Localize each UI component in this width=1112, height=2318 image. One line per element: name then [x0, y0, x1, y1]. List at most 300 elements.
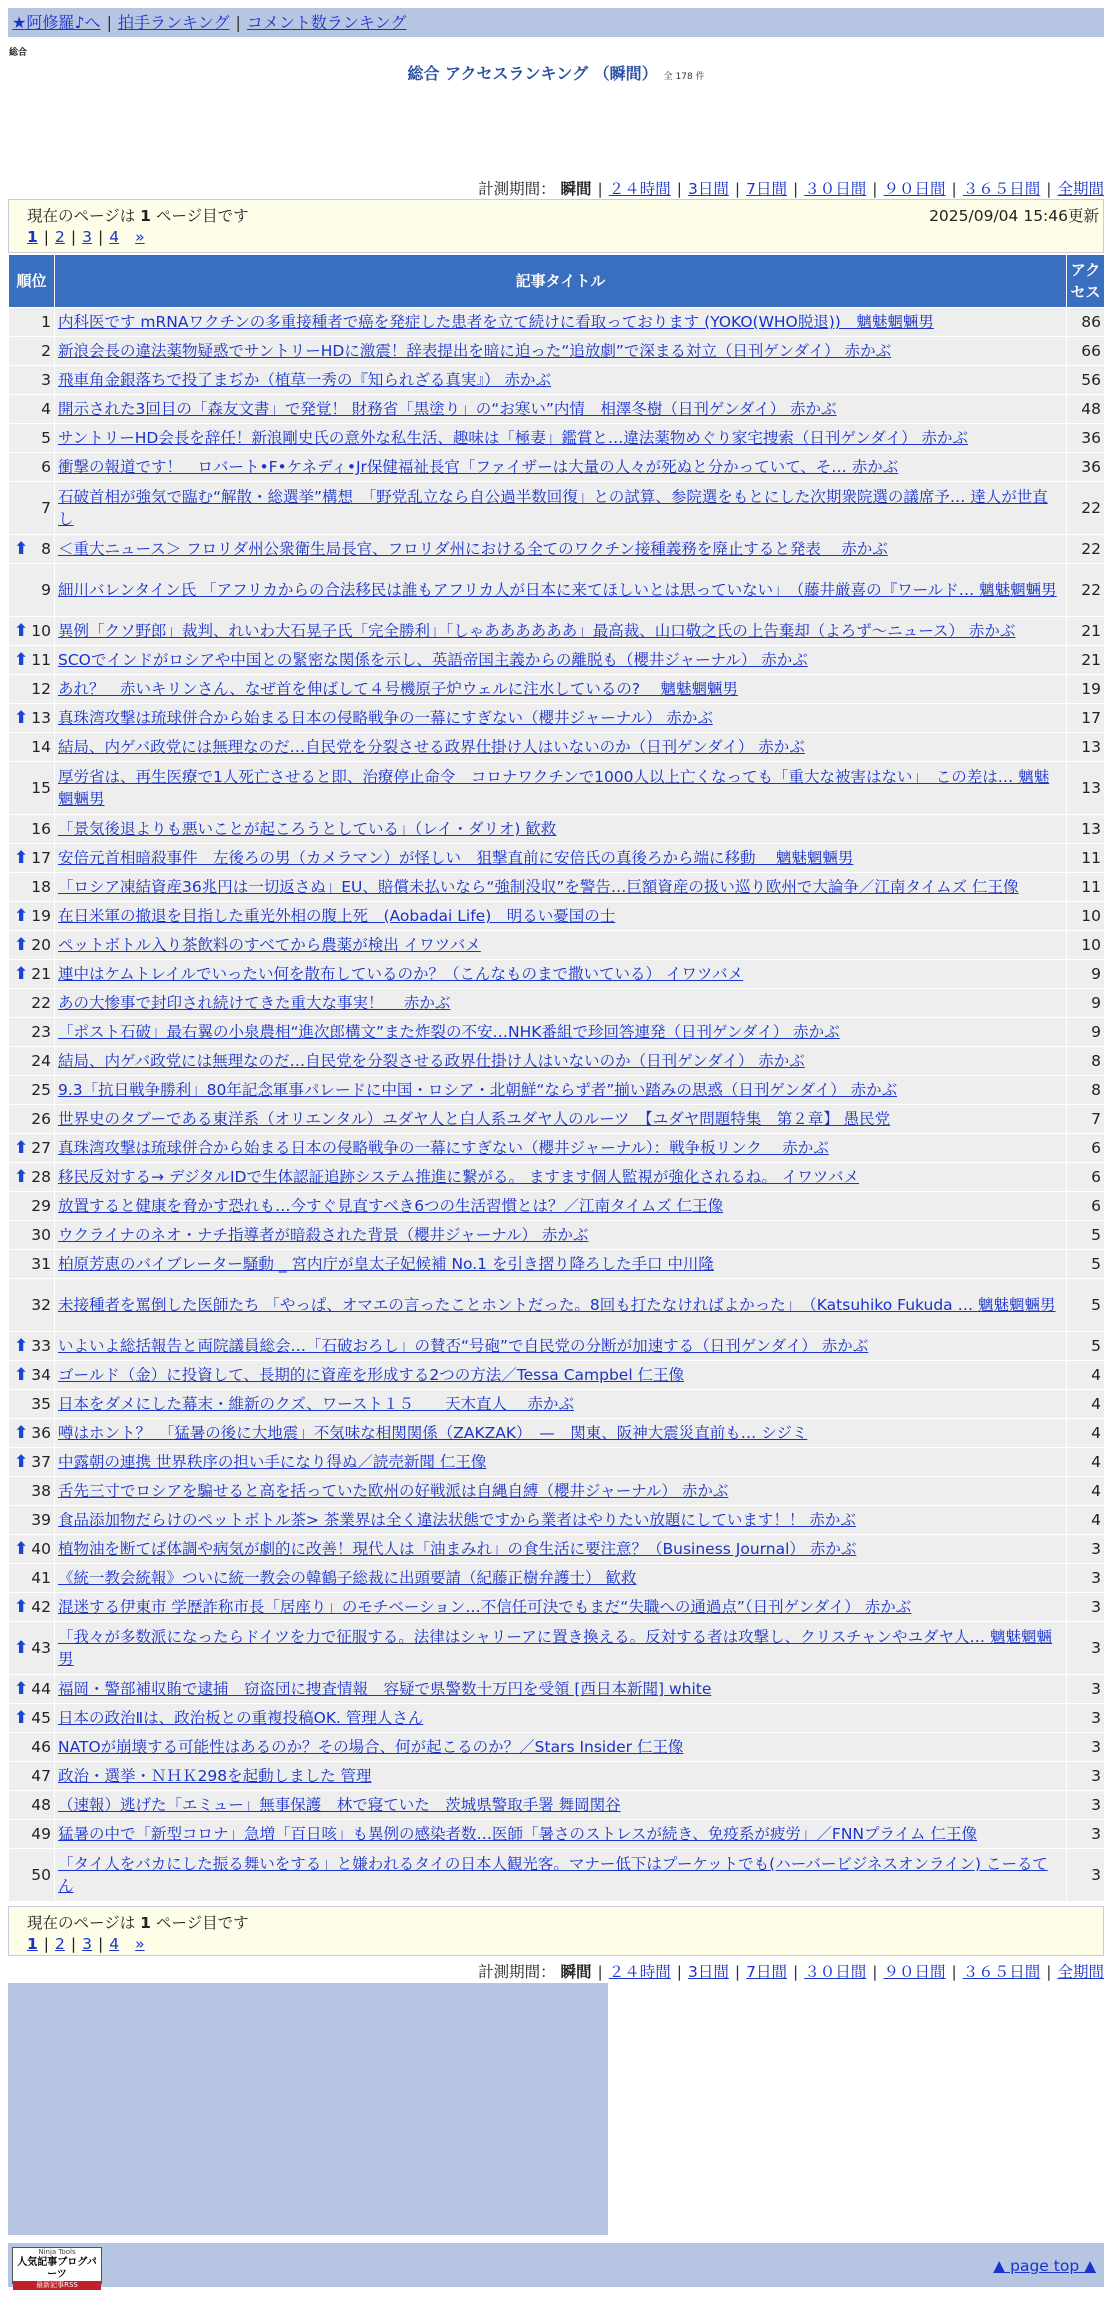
- article-title-link[interactable]: ゴールド（金）に投資して、長期的に資産を形成する2つの方法／Tessa Campbel 仁王像: [58, 1366, 685, 1384]
- title-cell: [55, 646, 1067, 675]
- access-count: 4: [1067, 1390, 1105, 1419]
- access-count: 8: [1067, 1076, 1105, 1105]
- period-current: 瞬間: [560, 1963, 592, 1981]
- article-title-link[interactable]: 《統一教会統報》ついに統一教会の韓鶴子総裁に出頭要請（紀藤正樹弁護士） 歓救: [58, 1569, 637, 1587]
- access-count: 11: [1067, 873, 1105, 902]
- table-row: [9, 1332, 1105, 1361]
- page-link-2[interactable]: 2: [55, 1935, 65, 1953]
- rank-cell: [9, 395, 55, 424]
- access-count: 36: [1067, 424, 1105, 453]
- table-row: [9, 1675, 1105, 1704]
- table-row: [9, 1506, 1105, 1535]
- article-title-link[interactable]: 衝撃の報道です！ ロバート•F•ケネディ•Jr保健福祉長官「ファイザーは大量の人々が死ぬと分かっていて、そ… 赤かぶ: [58, 458, 899, 476]
- table-row: [9, 989, 1105, 1018]
- table-row: [9, 1361, 1105, 1390]
- rank-cell: [9, 1250, 55, 1279]
- title-cell: [55, 1791, 1067, 1820]
- category-tag: 総合: [9, 48, 28, 58]
- title-cell: [55, 1134, 1067, 1163]
- ranking-body: [9, 308, 1105, 1902]
- total-count: 全 178 件: [663, 72, 705, 82]
- table-row: [9, 617, 1105, 646]
- rank-number: 8: [41, 540, 51, 558]
- table-row: [9, 1564, 1105, 1593]
- article-title-link[interactable]: 「ロシア凍結資産36兆円は一切返さぬ」EU、賠償未払いなら“強制没収”を警告…巨額資産の扱い巡り欧州で大論争／江南タイムズ 仁王像: [58, 878, 1019, 896]
- access-count: 3: [1067, 1849, 1105, 1902]
- rank-number: 41: [31, 1569, 51, 1587]
- period-separator: |: [872, 1963, 878, 1981]
- article-title-link[interactable]: 新浪会長の違法薬物疑惑でサントリーHDに激震！辞表提出を暗に迫った“追放劇”で深まる対立（日刊ゲンダイ） 赤かぶ: [58, 342, 892, 360]
- rank-cell: [9, 1733, 55, 1762]
- page-link-1[interactable]: 1: [27, 1935, 38, 1953]
- title-cell: [55, 1762, 1067, 1791]
- period-separator: |: [734, 1963, 741, 1981]
- rank-number: 48: [31, 1796, 51, 1814]
- table-row: [9, 1134, 1105, 1163]
- rank-up-arrow-icon: ⬆: [14, 621, 29, 641]
- rank-number: 16: [31, 820, 51, 838]
- rank-cell: [9, 1564, 55, 1593]
- article-title-link[interactable]: 食品添加物だらけのペットボトル茶> 茶業界は全く違法状態ですから業者はやりたい放題にしています！！ 赤かぶ: [58, 1511, 856, 1529]
- ranking-header-row: [9, 255, 1105, 308]
- rank-number: 10: [31, 622, 51, 640]
- article-title-link[interactable]: 結局、内ゲバ政党には無理なのだ…自民党を分裂させる政界仕掛け人はいないのか（日刊ゲンダイ） 赤かぶ: [58, 1052, 805, 1070]
- title-cell: [55, 1192, 1067, 1221]
- rank-number: 17: [31, 849, 51, 867]
- table-row: [9, 482, 1105, 535]
- rank-cell: [9, 733, 55, 762]
- table-row: [9, 337, 1105, 366]
- rank-cell: [9, 1332, 55, 1361]
- rank-up-arrow-icon: ⬆: [14, 848, 29, 868]
- rank-cell: [9, 1192, 55, 1221]
- access-count: 6: [1067, 1192, 1105, 1221]
- article-title-link[interactable]: 真珠湾攻撃は琉球併合から始まる日本の侵略戦争の一幕にすぎない（櫻井ジャーナル） 赤かぶ: [58, 709, 713, 727]
- article-title-link[interactable]: 福岡・警部補収賄で逮捕 窃盗団に捜査情報 容疑で県警数十万円を受領 [西日本新聞] white: [58, 1680, 712, 1698]
- title-cell: [55, 1361, 1067, 1390]
- period-separator: |: [951, 1963, 957, 1981]
- table-row: [9, 1250, 1105, 1279]
- rank-number: 15: [31, 779, 51, 797]
- access-count: 5: [1067, 1250, 1105, 1279]
- period-link-all[interactable]: 全期間: [1057, 1963, 1104, 1981]
- table-row: [9, 1477, 1105, 1506]
- article-title-link[interactable]: 混迷する伊東市 学歴詐称市長「居座り」のモチベーション…不信任可決でもまだ“失職への通過点”（日刊ゲンダイ） 赤かぶ: [58, 1598, 912, 1616]
- article-title-link[interactable]: 結局、内ゲバ政党には無理なのだ…自民党を分裂させる政界仕掛け人はいないのか（日刊ゲンダイ） 赤かぶ: [58, 738, 805, 756]
- ninja-tools-logo[interactable]: [12, 2247, 102, 2289]
- access-count: 3: [1067, 1593, 1105, 1622]
- logo-line-2: 人気記事ブログパーツ: [17, 2257, 97, 2280]
- rank-cell: [9, 1076, 55, 1105]
- article-title-link[interactable]: 移民反対する→ デジタルIDで生体認証追跡システム推進に繋がる。 ますます個人監視が強化されるね。 イワツバメ: [58, 1168, 859, 1186]
- rank-cell: [9, 704, 55, 733]
- rank-cell: [9, 960, 55, 989]
- rank-up-arrow-icon: ⬆: [14, 539, 29, 559]
- access-count: 6: [1067, 1134, 1105, 1163]
- article-title-link[interactable]: 真珠湾攻撃は琉球併合から始まる日本の侵略戦争の一幕にすぎない（櫻井ジャーナル）：戦争板リンク 赤かぶ: [58, 1139, 829, 1157]
- article-title-link[interactable]: 開示された3回目の「森友文書」で発覚！ 財務省「黒塗り」の“お寒い”内情 相澤冬樹（日刊ゲンダイ） 赤かぶ: [58, 400, 837, 418]
- rank-cell: [9, 762, 55, 815]
- access-count: 3: [1067, 1733, 1105, 1762]
- title-cell: [55, 1279, 1067, 1332]
- comment-ranking-link[interactable]: コメント数ランキング: [246, 13, 407, 32]
- article-title-link[interactable]: （速報）逃げた「エミュー」無事保護 林で寝ていた 茨城県警取手署 舞岡関谷: [58, 1796, 621, 1814]
- rank-cell: [9, 1477, 55, 1506]
- period-link-24h[interactable]: ２４時間: [608, 180, 671, 198]
- rank-up-arrow-icon: ⬆: [14, 964, 29, 984]
- article-title-link[interactable]: 放置すると健康を脅かす恐れも…今すぐ見直すべき6つの生活習慣とは？／江南タイムズ 仁王像: [58, 1197, 724, 1215]
- access-count: 3: [1067, 1564, 1105, 1593]
- page-link-3[interactable]: 3: [82, 228, 93, 246]
- access-count: 21: [1067, 617, 1105, 646]
- table-row: [9, 1535, 1105, 1564]
- period-link-24h[interactable]: ２４時間: [608, 1963, 671, 1981]
- access-count: 5: [1067, 1221, 1105, 1250]
- access-count: 22: [1067, 564, 1105, 617]
- period-selector-bottom: [478, 1960, 1104, 1982]
- rank-column-header: 順位: [9, 255, 55, 308]
- period-link-365d[interactable]: ３６５日間: [962, 1963, 1041, 1981]
- title-cell: [55, 844, 1067, 873]
- pager-current-page: 1: [140, 207, 151, 225]
- rank-cell: [9, 1419, 55, 1448]
- table-row: [9, 762, 1105, 815]
- title-cell: [55, 1076, 1067, 1105]
- access-count: 11: [1067, 844, 1105, 873]
- table-row: [9, 844, 1105, 873]
- article-title-link[interactable]: 舌先三寸でロシアを騙せると高を括っていた欧州の好戦派は自縄自縛（櫻井ジャーナル） 赤かぶ: [58, 1482, 729, 1500]
- article-title-link[interactable]: 「ポスト石破」最右翼の小泉農相“進次郎構文”また炸裂の不安…NHK番組で珍回答連発（日刊ゲンダイ） 赤かぶ: [58, 1023, 840, 1041]
- article-title-link[interactable]: あれ？ 赤いキリンさん、なぜ首を伸ばして４号機原子炉ウェルに注水しているの? 魑魅魍魎男: [58, 680, 738, 698]
- access-count: 13: [1067, 762, 1105, 815]
- article-title-link[interactable]: ペットボトル入り茶飲料のすべてから農薬が検出 イワツバメ: [58, 936, 481, 954]
- access-count: 36: [1067, 453, 1105, 482]
- rank-number: 35: [31, 1395, 51, 1413]
- article-title-link[interactable]: 「我々が多数派になったらドイツを力で征服する。法律はシャリーアに置き換える。反対する者は攻撃し、クリスチャンやユダヤ人… 魑魅魍魎男: [58, 1628, 1052, 1668]
- rank-cell: [9, 1018, 55, 1047]
- title-cell: [55, 564, 1067, 617]
- pager-separator: |: [43, 228, 50, 246]
- title-cell: [55, 1250, 1067, 1279]
- title-cell: [55, 1535, 1067, 1564]
- rank-cell: [9, 873, 55, 902]
- rank-cell: [9, 337, 55, 366]
- access-count: 10: [1067, 931, 1105, 960]
- rank-up-arrow-icon: ⬆: [14, 1452, 29, 1472]
- period-link-3d[interactable]: 3日間: [688, 180, 729, 198]
- title-cell: [55, 1564, 1067, 1593]
- pager-current-page: 1: [140, 1914, 151, 1932]
- period-link-30d[interactable]: ３０日間: [804, 180, 867, 198]
- page-link-4[interactable]: 4: [109, 228, 120, 246]
- table-row: [9, 704, 1105, 733]
- title-cell: [55, 1506, 1067, 1535]
- rank-number: 31: [31, 1255, 51, 1273]
- logo-line-1: Ninja Tools: [38, 2248, 76, 2256]
- period-separator: |: [676, 180, 683, 198]
- rank-cell: [9, 1820, 55, 1849]
- rank-number: 13: [31, 709, 51, 727]
- table-row: [9, 1192, 1105, 1221]
- title-cell: [55, 1105, 1067, 1134]
- period-current: 瞬間: [560, 180, 592, 198]
- rank-cell: [9, 1448, 55, 1477]
- title-cell: [55, 1820, 1067, 1849]
- period-link-7d[interactable]: 7日間: [746, 1963, 787, 1981]
- page-link-2[interactable]: 2: [55, 228, 65, 246]
- title-cell: [55, 762, 1067, 815]
- rank-up-arrow-icon: ⬆: [14, 935, 29, 955]
- article-title-link[interactable]: 日本の政治Ⅱは、政治板との重複投稿OK. 管理人さん: [58, 1709, 424, 1727]
- rank-number: 3: [41, 371, 51, 389]
- rank-up-arrow-icon: ⬆: [14, 1138, 29, 1158]
- article-title-link[interactable]: 「景気後退よりも悪いことが起ころうとしている」（レイ・ダリオ) 歓救: [58, 820, 557, 838]
- rank-cell: [9, 1361, 55, 1390]
- rank-number: 5: [41, 429, 51, 447]
- rank-cell: [9, 1704, 55, 1733]
- page-link-1[interactable]: 1: [27, 228, 38, 246]
- page-link-3[interactable]: 3: [82, 1935, 93, 1953]
- period-link-90d[interactable]: ９０日間: [883, 180, 946, 198]
- rank-number: 9: [41, 581, 51, 599]
- title-cell: [55, 1221, 1067, 1250]
- title-cell: [55, 617, 1067, 646]
- access-count: 3: [1067, 1622, 1105, 1675]
- page-title-wrap: [0, 61, 1112, 84]
- rank-up-arrow-icon: ⬆: [14, 650, 29, 670]
- rank-up-arrow-icon: ⬆: [14, 906, 29, 926]
- article-title-link[interactable]: 中露朝の連携 世界秩序の担い手になり得ぬ／読売新聞 仁王像: [58, 1453, 487, 1471]
- article-title-link[interactable]: 世界史のタブーである東洋系（オリエンタル）ユダヤ人と白人系ユダヤ人のルーツ 【ユダヤ問題特集 第２章】 愚民党: [58, 1110, 891, 1128]
- rank-up-arrow-icon: ⬆: [14, 1539, 29, 1559]
- access-count: 9: [1067, 989, 1105, 1018]
- title-cell: [55, 1849, 1067, 1902]
- title-column-header: 記事タイトル: [55, 255, 1067, 308]
- rank-number: 6: [41, 458, 51, 476]
- rank-cell: [9, 564, 55, 617]
- title-cell: [55, 1477, 1067, 1506]
- article-title-link[interactable]: サントリーHD会長を辞任！新浪剛史氏の意外な私生活、趣味は「極妻」鑑賞と…違法薬物めぐり家宅捜索（日刊ゲンダイ） 赤かぶ: [58, 429, 969, 447]
- rank-number: 50: [31, 1866, 51, 1884]
- period-link-all[interactable]: 全期間: [1057, 180, 1104, 198]
- access-count: 9: [1067, 1018, 1105, 1047]
- rank-cell: [9, 1622, 55, 1675]
- page-top-link[interactable]: ▲ page top ▲: [993, 2257, 1096, 2275]
- table-row: [9, 1849, 1105, 1902]
- rank-number: 43: [31, 1639, 51, 1657]
- page-link-next[interactable]: »: [135, 228, 145, 246]
- period-link-30d[interactable]: ３０日間: [804, 1963, 867, 1981]
- access-count: 4: [1067, 1506, 1105, 1535]
- period-label: 計測期間：: [478, 180, 556, 198]
- rank-cell: [9, 424, 55, 453]
- rank-cell: [9, 989, 55, 1018]
- rank-number: 24: [31, 1052, 51, 1070]
- rank-up-arrow-icon: ⬆: [14, 1679, 29, 1699]
- article-title-link[interactable]: 異例「クソ野郎」裁判、れいわ大石晃子氏「完全勝利」「しゃああああああ」最高裁、山口敬之氏の上告棄却（よろず～ニュース） 赤かぶ: [58, 622, 1016, 640]
- asyura-home-link[interactable]: ★阿修羅♪へ: [12, 13, 101, 32]
- article-title-link[interactable]: 石破首相が強気で臨む“解散・総選挙”構想 「野党乱立なら自公過半数回復」との試算、参院選をもとにした次期衆院選の議席予… 達人が世直し: [58, 488, 1048, 528]
- period-link-3d[interactable]: 3日間: [688, 1963, 729, 1981]
- rank-number: 33: [31, 1337, 51, 1355]
- title-cell: [55, 308, 1067, 337]
- rank-number: 11: [31, 651, 51, 669]
- table-row: [9, 1704, 1105, 1733]
- rank-cell: [9, 482, 55, 535]
- table-row: [9, 395, 1105, 424]
- article-title-link[interactable]: 連中はケムトレイルでいったい何を散布しているのか？（こんなものまで撒いている） イワツバメ: [58, 965, 744, 983]
- rank-cell: [9, 1675, 55, 1704]
- title-cell: [55, 873, 1067, 902]
- pager-separator: |: [98, 228, 104, 246]
- article-title-link[interactable]: 飛車角金銀落ちで投了まぢか（植草一秀の『知られざる真実』） 赤かぶ: [58, 371, 552, 389]
- article-title-link[interactable]: 噂はホント？ 「猛暑の後に大地震」不気味な相関関係（ZAKZAK） — 関東、阪神大震災直前も… シジミ: [58, 1424, 808, 1442]
- article-title-link[interactable]: 政治・選挙・ＮＨＫ298を起動しました 管理: [58, 1767, 372, 1785]
- table-row: [9, 733, 1105, 762]
- table-row: [9, 366, 1105, 395]
- access-count: 13: [1067, 815, 1105, 844]
- rank-cell: [9, 453, 55, 482]
- table-row: [9, 1076, 1105, 1105]
- article-title-link[interactable]: 9.3「抗日戦争勝利」80年記念軍事パレードに中国・ロシア・北朝鮮“ならず者”揃い踏みの思惑（日刊ゲンダイ） 赤かぶ: [58, 1081, 898, 1099]
- pager-status-prefix: 現在のページは: [27, 207, 136, 225]
- period-separator: |: [872, 180, 878, 198]
- rank-number: 22: [31, 994, 51, 1012]
- table-row: [9, 1419, 1105, 1448]
- access-count: 22: [1067, 535, 1105, 564]
- rank-up-arrow-icon: ⬆: [14, 1336, 29, 1356]
- table-row: [9, 453, 1105, 482]
- ranking-table: [8, 254, 1105, 1902]
- pager-status-prefix: 現在のページは: [27, 1914, 136, 1932]
- access-count: 7: [1067, 1105, 1105, 1134]
- title-cell: [55, 1390, 1067, 1419]
- pager-status-suffix: ページ目です: [155, 207, 249, 225]
- table-row: [9, 815, 1105, 844]
- rank-number: 29: [31, 1197, 51, 1215]
- article-title-link[interactable]: 日本をダメにした幕末・維新のクズ、ワースト１５ 天木直人 赤かぶ: [58, 1395, 574, 1413]
- access-count: 4: [1067, 1477, 1105, 1506]
- rank-number: 1: [41, 313, 51, 331]
- article-title-link[interactable]: ウクライナのネオ・ナチ指導者が暗殺された背景（櫻井ジャーナル） 赤かぶ: [58, 1226, 589, 1244]
- title-cell: [55, 1047, 1067, 1076]
- rank-up-arrow-icon: ⬆: [14, 1638, 29, 1658]
- rank-up-arrow-icon: ⬆: [14, 1708, 29, 1728]
- period-separator: |: [793, 1963, 799, 1981]
- period-selector-top: [478, 177, 1104, 199]
- period-link-365d[interactable]: ３６５日間: [962, 180, 1041, 198]
- period-separator: |: [951, 180, 957, 198]
- rank-cell: [9, 815, 55, 844]
- article-title-link[interactable]: 細川バレンタイン氏 「アフリカからの合法移民は誰もアフリカ人が日本に来てほしいとは思っていない」 （藤井厳喜の『ワールド… 魑魅魍魎男: [58, 581, 1057, 599]
- rank-number: 21: [31, 965, 51, 983]
- table-row: [9, 1762, 1105, 1791]
- article-title-link[interactable]: 内科医です mRNAワクチンの多重接種者で癌を発症した患者を立て続けに看取っております (YOKO(WHO脱退)) 魑魅魍魎男: [58, 313, 934, 331]
- access-count: 5: [1067, 1332, 1105, 1361]
- rank-number: 36: [31, 1424, 51, 1442]
- update-timestamp: 2025/09/04 15:46更新: [929, 207, 1099, 225]
- rank-number: 30: [31, 1226, 51, 1244]
- period-separator: |: [734, 180, 741, 198]
- rank-cell: [9, 1221, 55, 1250]
- article-title-link[interactable]: NATOが崩壊する可能性はあるのか？その場合、何が起こるのか？／Stars Insider 仁王像: [58, 1738, 684, 1756]
- title-cell: [55, 989, 1067, 1018]
- article-title-link[interactable]: 在日米軍の撤退を目指した重光外相の腹上死 (Aobadai Life) 明るい憂国の士: [58, 907, 616, 925]
- access-column-header: アクセス: [1067, 255, 1105, 308]
- title-cell: [55, 395, 1067, 424]
- nav-separator: |: [106, 13, 112, 32]
- rank-number: 26: [31, 1110, 51, 1128]
- access-count: 3: [1067, 1704, 1105, 1733]
- pager-separator: |: [98, 1935, 104, 1953]
- table-row: [9, 1593, 1105, 1622]
- rank-cell: [9, 1279, 55, 1332]
- table-row: [9, 424, 1105, 453]
- period-link-7d[interactable]: 7日間: [746, 180, 787, 198]
- article-title-link[interactable]: 安倍元首相暗殺事件 左後ろの男（カメラマン）が怪しい 狙撃直前に安倍氏の真後ろから端に移動 魑魅魍魎男: [58, 849, 854, 867]
- article-title-link[interactable]: 「タイ人をバカにした振る舞いをする」と嫌われるタイの日本人観光客。マナー低下はプーケットでも(ハーバービジネスオンライン) こーるてん: [58, 1855, 1048, 1895]
- rank-number: 39: [31, 1511, 51, 1529]
- rank-cell: [9, 675, 55, 704]
- rank-cell: [9, 1134, 55, 1163]
- table-row: [9, 1279, 1105, 1332]
- article-title-link[interactable]: ＜重大ニュース＞ フロリダ州公衆衛生局長官、フロリダ州における全てのワクチン接種義務を廃止すると発表 赤かぶ: [58, 540, 888, 558]
- access-count: 3: [1067, 1675, 1105, 1704]
- period-label: 計測期間：: [478, 1963, 556, 1981]
- article-title-link[interactable]: 植物油を断てば体調や病気が劇的に改善！現代人は「油まみれ」の食生活に要注意？（Business Journal） 赤かぶ: [58, 1540, 857, 1558]
- rank-number: 49: [31, 1825, 51, 1843]
- rank-cell: [9, 844, 55, 873]
- pager-separator: |: [70, 228, 77, 246]
- period-separator: |: [597, 180, 603, 198]
- access-count: 48: [1067, 395, 1105, 424]
- page-link-next[interactable]: »: [135, 1935, 145, 1953]
- rank-number: 37: [31, 1453, 51, 1471]
- access-count: 22: [1067, 482, 1105, 535]
- article-title-link[interactable]: あの大惨事で封印され続けてきた重大な事実！ 赤かぶ: [58, 994, 451, 1012]
- page-link-4[interactable]: 4: [109, 1935, 120, 1953]
- title-cell: [55, 902, 1067, 931]
- article-title-link[interactable]: いよいよ総括報告と両院議員総会…「石破おろし」の賛否“号砲”で自民党の分断が加速する（日刊ゲンダイ） 赤かぶ: [58, 1337, 869, 1355]
- rank-number: 23: [31, 1023, 51, 1041]
- title-cell: [55, 1419, 1067, 1448]
- access-count: 9: [1067, 960, 1105, 989]
- article-title-link[interactable]: 未接種者を罵倒した医師たち 「やっぱ、オマエの言ったことホントだった。8回も打たなければよかった」 （Katsuhiko Fukuda … 魑魅魍魎男: [58, 1296, 1056, 1314]
- rank-number: 25: [31, 1081, 51, 1099]
- rank-up-arrow-icon: ⬆: [14, 1423, 29, 1443]
- access-count: 4: [1067, 1419, 1105, 1448]
- clap-ranking-link[interactable]: 拍手ランキング: [117, 13, 230, 32]
- pager-status-suffix: ページ目です: [155, 1914, 249, 1932]
- rank-cell: [9, 1163, 55, 1192]
- article-title-link[interactable]: 厚労省は、再生医療で1人死亡させると即、治療停止命令 コロナワクチンで1000人以上亡くなっても「重大な被害はない」 この差は… 魑魅魍魎男: [58, 768, 1050, 808]
- title-cell: [55, 1018, 1067, 1047]
- title-cell: [55, 675, 1067, 704]
- table-row: [9, 960, 1105, 989]
- period-link-90d[interactable]: ９０日間: [883, 1963, 946, 1981]
- rank-number: 42: [31, 1598, 51, 1616]
- rank-cell: [9, 1849, 55, 1902]
- pager-status: [27, 204, 249, 226]
- access-count: 21: [1067, 646, 1105, 675]
- rank-number: 40: [31, 1540, 51, 1558]
- article-title-link[interactable]: SCOでインドがロシアや中国との緊密な関係を示し、英語帝国主義からの離脱も（櫻井ジャーナル） 赤かぶ: [58, 651, 808, 669]
- article-title-link[interactable]: 猛暑の中で「新型コロナ」急増「百日咳」も異例の感染者数…医師「暑さのストレスが続き、免疫系が疲労」／FNNプライム 仁王像: [58, 1825, 977, 1843]
- title-cell: [55, 424, 1067, 453]
- pager-bottom: [8, 1906, 1104, 1956]
- article-title-link[interactable]: 柏原芳恵のバイブレーター騒動 _ 宮内庁が皇太子妃候補 No.1 を引き摺り降ろした手口 中川隆: [58, 1255, 714, 1273]
- access-count: 3: [1067, 1791, 1105, 1820]
